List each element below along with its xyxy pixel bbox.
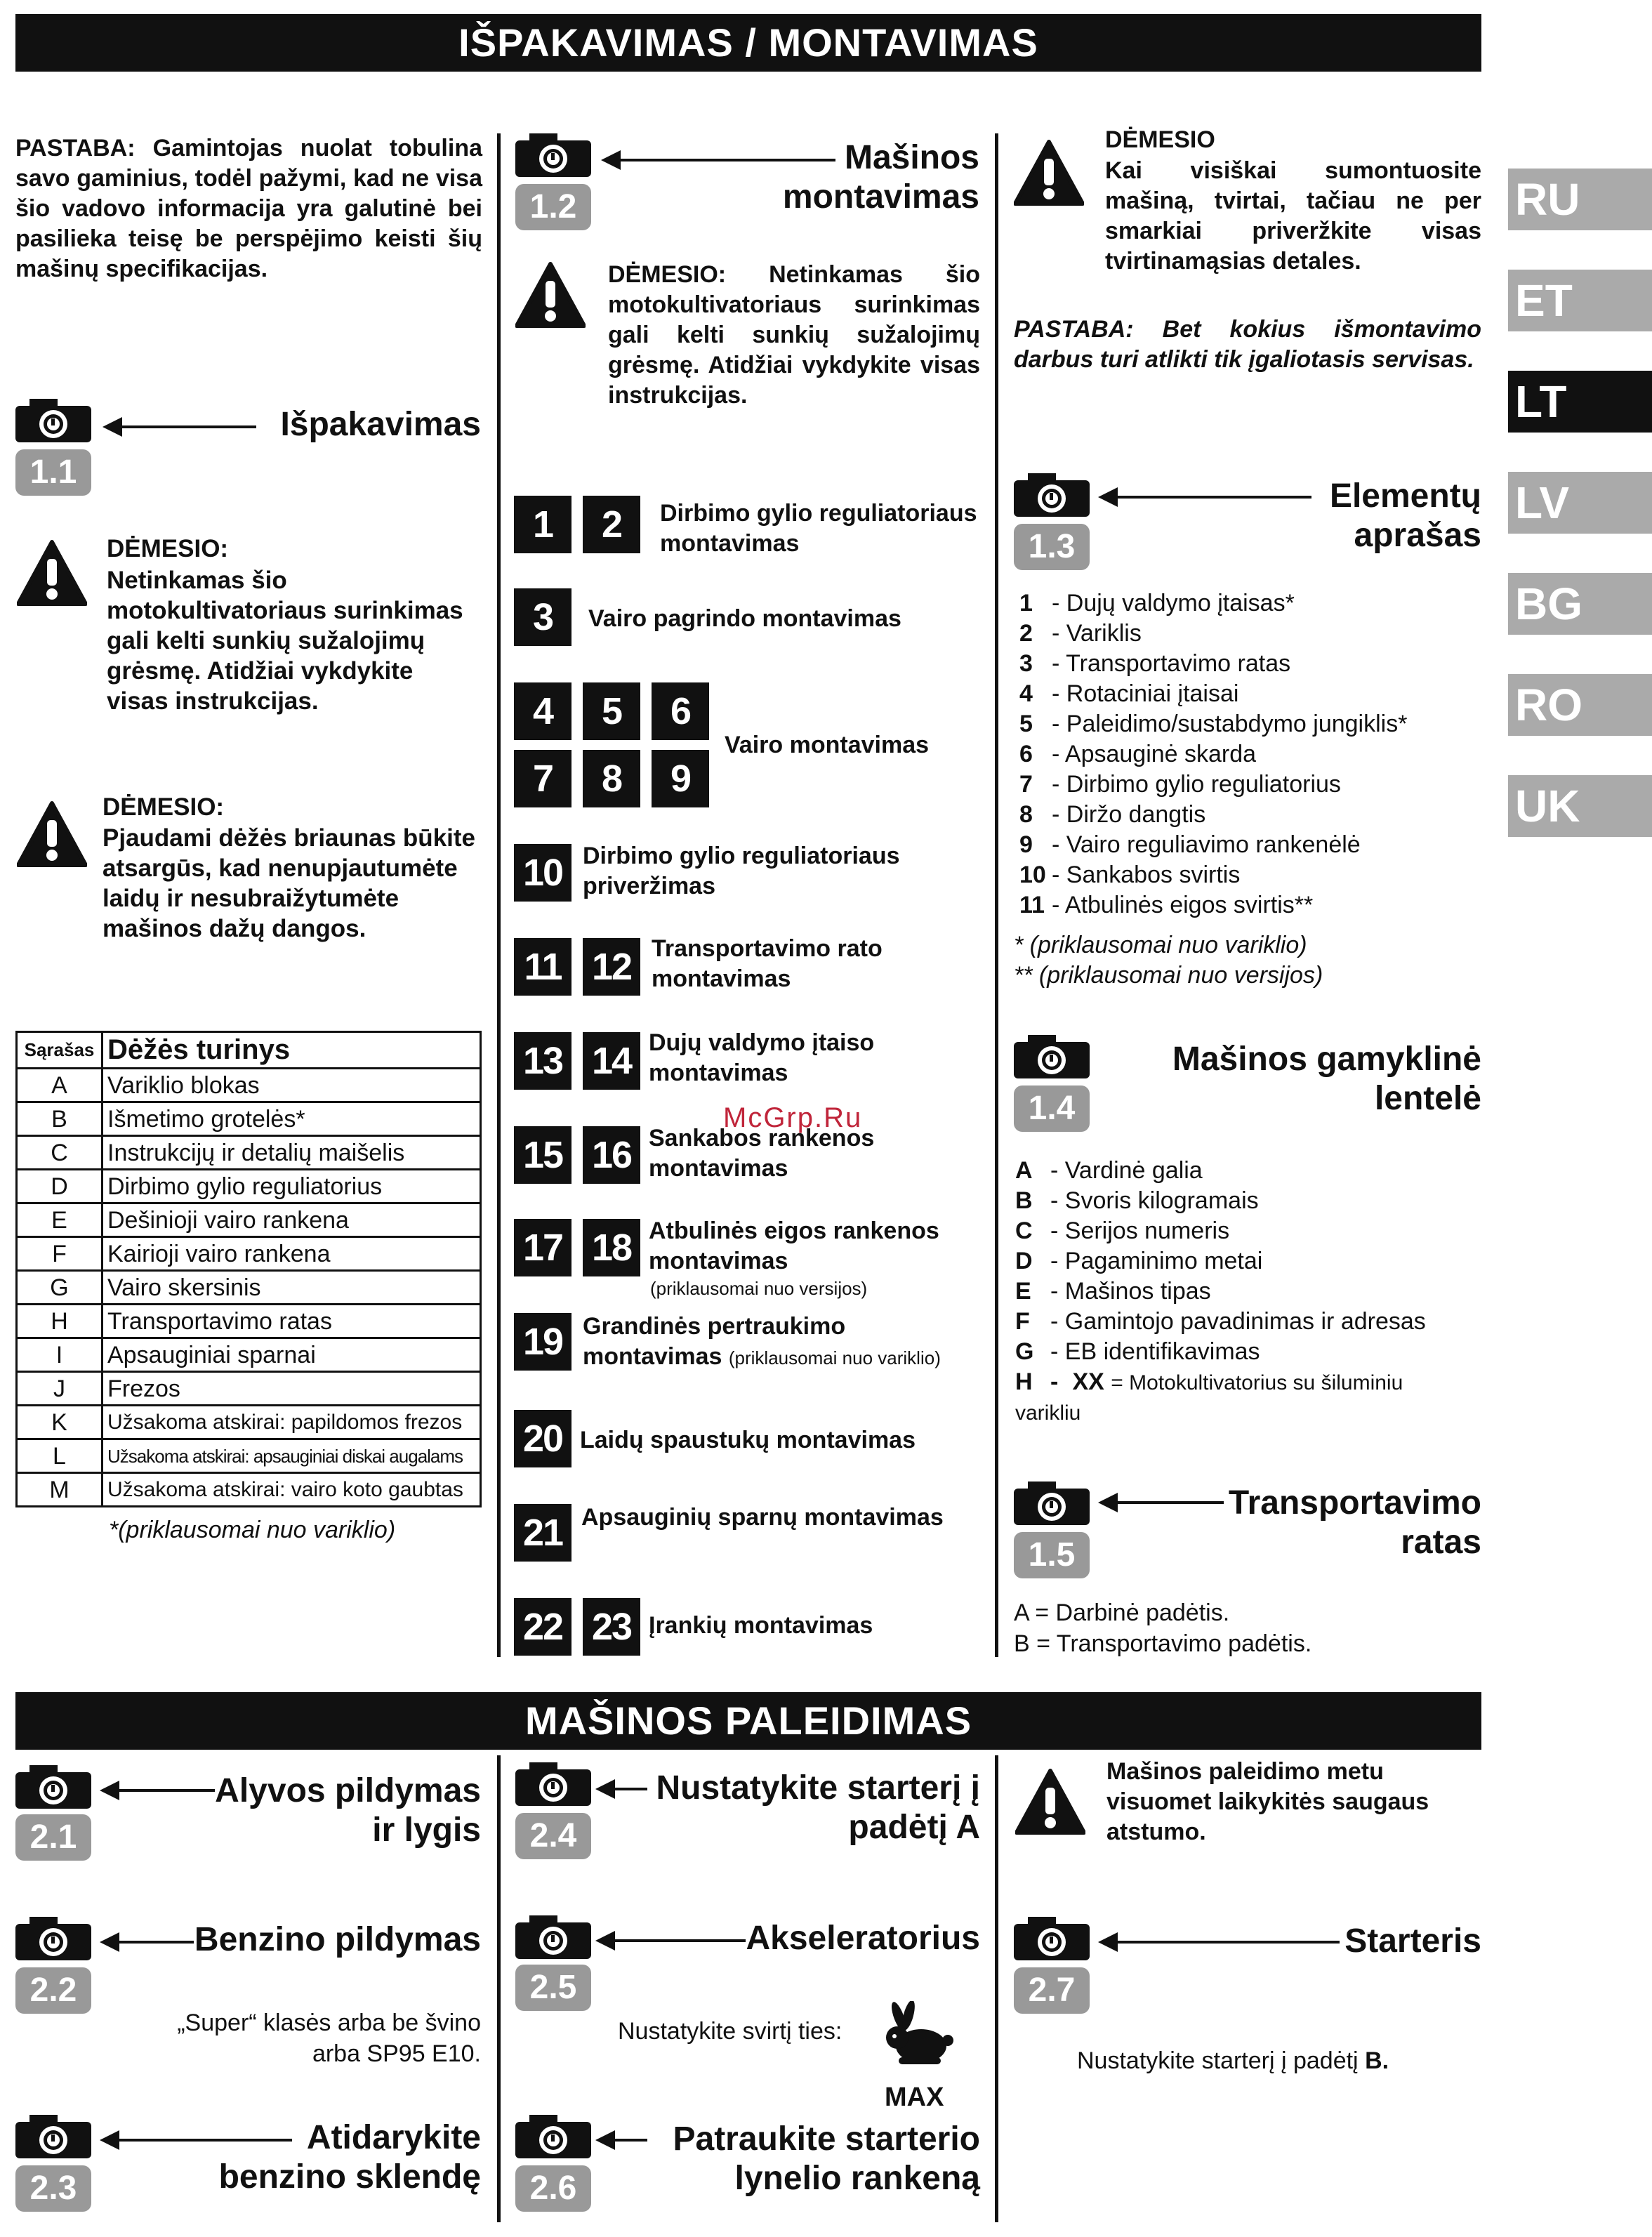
step-box: 10: [514, 844, 571, 902]
step-number-2-4: 2.4: [515, 1813, 591, 1859]
warning-title: DĖMESIO:: [103, 793, 225, 821]
step-label: Sankabos rankenos montavimas: [649, 1125, 875, 1182]
step-number-1-5: 1.5: [1014, 1532, 1090, 1578]
step-sublabel: (priklausomai nuo versijos): [650, 1278, 868, 1299]
camera-icon: [515, 1762, 593, 1807]
list-item: 5 - Paleidimo/sustabdymo jungiklis*: [1019, 711, 1408, 737]
step-label: Dirbimo gylio reguliatoriaus priveržimas: [583, 843, 900, 899]
arrow-icon: [598, 1939, 746, 1942]
warning-text: Kai visiškai sumontuosite mašiną, tvirtai, tačiau ne per smarkiai priveržkite visas tvirtinamąsias detales.: [1105, 157, 1481, 275]
table-row: F Kairioji vairo rankena: [17, 1237, 481, 1271]
step-box: 5: [583, 682, 640, 740]
list-item: 10 - Sankabos svirtis: [1019, 862, 1241, 888]
box-contents-table: [15, 1031, 482, 1507]
arrow-icon: [598, 2139, 647, 2142]
step-title: ir lygis: [372, 1812, 481, 1849]
step-label: Dujų valdymo įtaiso montavimas: [649, 1029, 875, 1086]
camera-icon: [15, 399, 93, 444]
step-title: Mašinos gamyklinė: [1172, 1041, 1481, 1078]
position-b: B = Transportavimo padėtis.: [1014, 1630, 1312, 1657]
camera-icon: [1014, 1482, 1091, 1526]
step-box: 14: [583, 1032, 640, 1090]
step-label: Atbulinės eigos rankenos montavimas: [649, 1218, 939, 1274]
lang-tab-lv[interactable]: LV: [1508, 472, 1652, 534]
arrow-icon: [105, 425, 256, 428]
starter-note: Nustatykite starterį į padėtį B.: [1077, 2047, 1389, 2074]
step-box: 9: [652, 750, 709, 807]
list-item: B - Svoris kilogramais: [1015, 1187, 1259, 1214]
step-box: 13: [514, 1032, 571, 1090]
warning-icon: [515, 261, 586, 332]
step-box: 3: [514, 588, 571, 646]
position-a: A = Darbinė padėtis.: [1014, 1599, 1230, 1626]
list-item: 7 - Dirbimo gylio reguliatorius: [1019, 771, 1341, 798]
step-title: montavimas: [782, 178, 979, 216]
warning-text: Mašinos paleidimo metu visuomet laikykitės saugaus atstumo.: [1106, 1758, 1429, 1845]
table-row: E Dešinioji vairo rankena: [17, 1203, 481, 1237]
list-item: F - Gamintojo pavadinimas ir adresas: [1015, 1308, 1426, 1335]
step-label: Apsauginių sparnų montavimas: [581, 1504, 944, 1531]
step-box: 22: [514, 1598, 571, 1656]
step-label: Grandinės pertraukimo montavimas (priklausomai nuo variklio): [583, 1313, 941, 1370]
watermark: McGrp.Ru: [723, 1102, 863, 1133]
fuel-note: arba SP95 E10.: [312, 2040, 481, 2067]
table-row: I Apsauginiai sparnai: [17, 1338, 481, 1372]
table-row: A Variklio blokas: [17, 1069, 481, 1102]
list-item: varikliu: [1015, 1401, 1081, 1425]
column-divider: [497, 133, 501, 1657]
table-header: Sąrašas: [17, 1032, 103, 1069]
list-item: 3 - Transportavimo ratas: [1019, 650, 1291, 677]
warning-title: DĖMESIO:: [107, 535, 229, 562]
table-row: B Išmetimo grotelės*: [17, 1102, 481, 1136]
step-number-2-7: 2.7: [1014, 1967, 1090, 2014]
step-title: Akseleratorius: [746, 1920, 980, 1957]
list-item: D - Pagaminimo metai: [1015, 1248, 1263, 1274]
list-item: 2 - Variklis: [1019, 620, 1142, 647]
arrow-icon: [103, 1789, 215, 1792]
step-label: Vairo pagrindo montavimas: [588, 605, 901, 632]
step-title: Elementų: [1329, 477, 1481, 515]
step-title: aprašas: [1354, 517, 1481, 554]
lang-tab-uk[interactable]: UK: [1508, 775, 1652, 837]
table-header: Dėžės turinys: [103, 1032, 481, 1069]
step-title: Patraukite starterio: [673, 2120, 980, 2158]
lang-tab-ro[interactable]: RO: [1508, 674, 1652, 736]
camera-icon: [15, 2115, 93, 2160]
step-title-unpacking: Išpakavimas: [280, 406, 481, 443]
step-label: Dirbimo gylio reguliatoriaus montavimas: [660, 500, 977, 557]
service-note: PASTABA: Bet kokius išmontavimo darbus turi atlikti tik įgaliotasis servisas.: [1014, 316, 1481, 373]
column-divider: [497, 1755, 501, 2222]
step-box: 16: [583, 1126, 640, 1184]
step-label: Vairo montavimas: [725, 732, 930, 758]
step-title: lynelio rankeną: [734, 2160, 980, 2197]
step-box: 19: [514, 1313, 571, 1371]
step-box: 1: [514, 496, 571, 553]
list-item: E - Mašinos tipas: [1015, 1278, 1211, 1305]
table-footnote: *(priklausomai nuo variklio): [109, 1517, 396, 1543]
step-box: 11: [514, 938, 571, 996]
step-number-1-1: 1.1: [15, 449, 91, 496]
table-row: L Užsakoma atskirai: apsauginiai diskai augalams: [17, 1439, 481, 1473]
step-box: 7: [514, 750, 571, 807]
rabbit-icon: [878, 2001, 962, 2075]
arrow-icon: [1101, 1501, 1224, 1504]
lang-tab-lt[interactable]: LT: [1508, 371, 1652, 433]
step-box: 23: [583, 1598, 640, 1656]
column-divider: [995, 1755, 998, 2222]
warning-icon: [1015, 1768, 1085, 1839]
step-label: Transportavimo rato montavimas: [652, 935, 883, 992]
step-box: 20: [514, 1410, 571, 1467]
camera-icon: [1014, 1035, 1091, 1080]
table-row: J Frezos: [17, 1372, 481, 1406]
camera-icon: [1014, 1917, 1091, 1962]
step-title: benzino sklendę: [218, 2158, 481, 2196]
camera-icon: [15, 1765, 93, 1810]
warning-text: DĖMESIO: Netinkamas šio motokultivatoriaus surinkimas gali kelti sunkių sužalojimų grėsmę. Atidžiai vykdykite visas instrukcijas.: [608, 261, 980, 409]
warning-icon: [17, 539, 87, 610]
step-label: Laidų spaustukų montavimas: [580, 1427, 916, 1453]
column-divider: [995, 133, 998, 1657]
step-title: Benzino pildymas: [194, 1921, 481, 1958]
step-box: 2: [583, 496, 640, 553]
footnote: ** (priklausomai nuo versijos): [1014, 962, 1323, 989]
arrow-icon: [598, 1788, 647, 1790]
step-box: 6: [652, 682, 709, 740]
step-number-1-4: 1.4: [1014, 1085, 1090, 1132]
table-row: M Užsakoma atskirai: vairo koto gaubtas: [17, 1473, 481, 1507]
throttle-max: MAX: [885, 2083, 944, 2112]
fuel-note: „Super“ klasės arba be švino: [177, 2010, 481, 2036]
step-label: Įrankių montavimas: [649, 1612, 873, 1639]
step-title: Starteris: [1344, 1922, 1481, 1960]
list-item: G - EB identifikavimas: [1015, 1338, 1260, 1365]
lang-tab-et[interactable]: ET: [1508, 270, 1652, 331]
step-title: Transportavimo: [1228, 1484, 1481, 1522]
warning-icon: [17, 800, 87, 871]
table-row: D Dirbimo gylio reguliatorius: [17, 1170, 481, 1203]
camera-icon: [1014, 473, 1091, 518]
step-number-1-3: 1.3: [1014, 524, 1090, 570]
arrow-icon: [103, 1941, 194, 1944]
camera-icon: [515, 1915, 593, 1960]
arrow-icon: [1101, 1941, 1340, 1944]
step-number-2-5: 2.5: [515, 1965, 591, 2011]
throttle-note: Nustatykite svirtį ties:: [618, 2018, 842, 2045]
step-title: padėtį A: [848, 1809, 980, 1846]
step-number-2-6: 2.6: [515, 2165, 591, 2212]
step-box: 8: [583, 750, 640, 807]
camera-icon: [515, 133, 593, 178]
section-banner-unpacking: IŠPAKAVIMAS / MONTAVIMAS: [15, 14, 1481, 72]
footnote: * (priklausomai nuo variklio): [1014, 932, 1307, 958]
step-box: 15: [514, 1126, 571, 1184]
warning-title: DĖMESIO: [1105, 126, 1215, 153]
list-item: 8 - Diržo dangtis: [1019, 801, 1206, 828]
elements-list: [1019, 588, 1483, 920]
list-item: A - Vardinė galia: [1015, 1157, 1203, 1184]
step-title: lentelė: [1374, 1080, 1481, 1117]
step-box: 17: [514, 1219, 571, 1276]
step-number-2-1: 2.1: [15, 1814, 91, 1861]
step-title: ratas: [1401, 1524, 1481, 1561]
warning-icon: [1014, 139, 1084, 210]
step-number-1-2: 1.2: [515, 184, 591, 230]
table-row: G Vairo skersinis: [17, 1271, 481, 1305]
warning-text: Pjaudami dėžės briaunas būkite atsargūs, kad nenupjautumėte laidų ir nesubraižytumėte mašinos dažų dangos.: [103, 824, 475, 942]
step-title: Alyvos pildymas: [215, 1772, 481, 1809]
step-title: Mašinos: [844, 139, 979, 176]
plate-list: [1015, 1156, 1486, 1428]
step-number-2-3: 2.3: [15, 2165, 91, 2212]
list-item: 9 - Vairo reguliavimo rankenėlė: [1019, 831, 1361, 858]
manufacturer-note: PASTABA: Gamintojas nuolat tobulina savo gaminius, todėl pažymi, kad ne visa šio vadovo informacija yra galutinė bei pasilieka teisę be perspėjimo keisti šių mašinų specifikacijas.: [15, 135, 482, 282]
step-box: 12: [583, 938, 640, 996]
list-item: 11 - Atbulinės eigos svirtis**: [1019, 892, 1314, 918]
section-banner-starting: MAŠINOS PALEIDIMAS: [15, 1692, 1481, 1750]
list-item: 4 - Rotaciniai įtaisai: [1019, 680, 1239, 707]
lang-tab-bg[interactable]: BG: [1508, 573, 1652, 635]
step-number-2-2: 2.2: [15, 1967, 91, 2014]
step-box: 4: [514, 682, 571, 740]
list-item: 6 - Apsauginė skarda: [1019, 741, 1257, 767]
table-row: K Užsakoma atskirai: papildomos frezos: [17, 1406, 481, 1439]
camera-icon: [15, 1917, 93, 1962]
table-row: H Transportavimo ratas: [17, 1305, 481, 1338]
step-title: Atidarykite: [306, 2119, 481, 2156]
list-item: H - XX = Motokultivatorius su šiluminiu: [1015, 1368, 1403, 1395]
step-title: Nustatykite starterį į: [656, 1769, 980, 1807]
list-item: C - Serijos numeris: [1015, 1218, 1230, 1244]
step-box: 18: [583, 1219, 640, 1276]
warning-text: Netinkamas šio motokultivatoriaus surinkimas gali kelti sunkių sužalojimų grėsmę. Atidžiai vykdykite visas instrukcijas.: [107, 567, 463, 715]
camera-icon: [515, 2115, 593, 2160]
lang-tab-ru[interactable]: RU: [1508, 169, 1652, 230]
list-item: 1 - Dujų valdymo įtaisas*: [1019, 590, 1295, 616]
step-box: 21: [514, 1504, 571, 1562]
table-row: C Instrukcijų ir detalių maišelis: [17, 1136, 481, 1170]
